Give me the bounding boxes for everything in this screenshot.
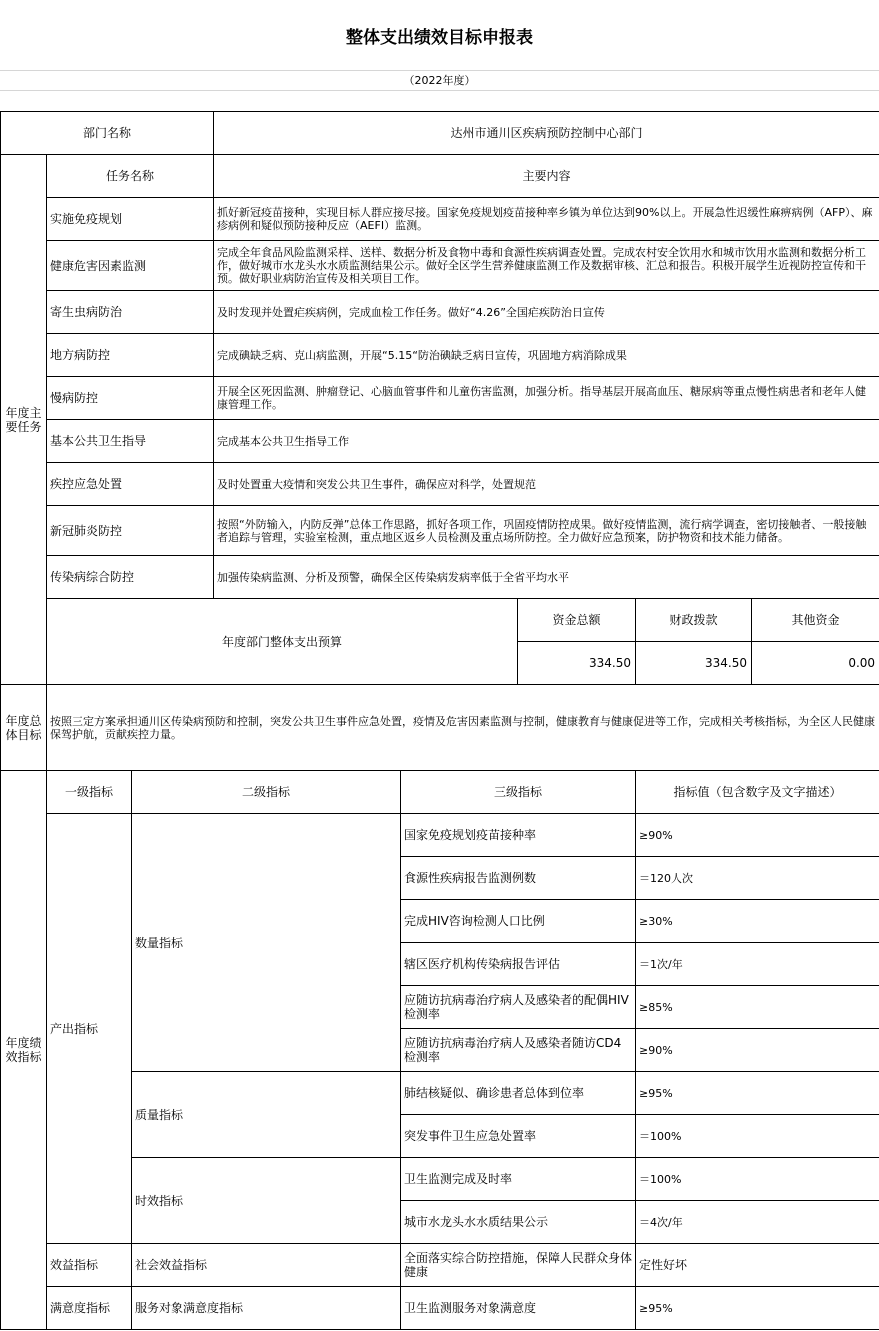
level3-value: ≥30% (636, 900, 879, 943)
task-name: 慢病防控 (47, 377, 214, 420)
task-name-header: 任务名称 (47, 155, 214, 198)
level3-name: 卫生监测服务对象满意度 (401, 1287, 636, 1330)
task-content: 完成碘缺乏病、克山病监测，开展“5.15“防治碘缺乏病日宣传，巩固地方病消除成果 (214, 334, 879, 377)
level3-name: 肺结核疑似、确诊患者总体到位率 (401, 1072, 636, 1115)
indicator-header: 三级指标 (401, 771, 636, 814)
task-name: 新冠肺炎防控 (47, 506, 214, 556)
budget-other: 0.00 (752, 642, 879, 685)
dept-row (1, 112, 879, 155)
task-row (1, 556, 879, 599)
level3-value: ＝4次/年 (636, 1201, 879, 1244)
level2-timeliness: 时效指标 (132, 1158, 401, 1244)
report-year: （2022年度） (0, 70, 879, 91)
level3-value: ≥95% (636, 1072, 879, 1115)
level3-name: 应随访抗病毒治疗病人及感染者的配偶HIV检测率 (401, 986, 636, 1029)
task-name: 地方病防控 (47, 334, 214, 377)
task-row (1, 377, 879, 420)
task-content-header: 主要内容 (214, 155, 879, 198)
task-content: 按照“外防输入，内防反弹”总体工作思路，抓好各项工作，巩固疫情防控成果。做好疫情监测，流行病学调查，密切接触者、一般接触者追踪与管理，实验室检测，重点地区返乡人员检测及重点场所防控。全力做好应急预案，防护物资和技术能力储备。 (214, 506, 879, 556)
goal-text: 按照三定方案承担通川区传染病预防和控制，突发公共卫生事件应急处置，疫情及危害因素监测与控制，健康教育与健康促进等工作，完成相关考核指标，为全区人民健康保驾护航，贡献疾控力量。 (47, 685, 879, 771)
budget-fiscal: 334.50 (636, 642, 752, 685)
level2-social-benefit: 社会效益指标 (132, 1244, 401, 1287)
indicator-header: 一级指标 (47, 771, 132, 814)
spacer-row (0, 91, 879, 112)
level3-value: ＝100% (636, 1115, 879, 1158)
page-title: 整体支出绩效目标申报表 (0, 0, 879, 71)
level2-quantity: 数量指标 (132, 814, 401, 1072)
task-content: 完成基本公共卫生指导工作 (214, 420, 879, 463)
dept-value: 达州市通川区疾病预防控制中心部门 (214, 112, 879, 155)
goal-row (1, 685, 879, 771)
level3-name: 突发事件卫生应急处置率 (401, 1115, 636, 1158)
task-row (1, 241, 879, 291)
indicator-header: 指标值（包含数字及文字描述） (636, 771, 879, 814)
performance-target-table (0, 111, 879, 1330)
level3-value: ＝120人次 (636, 857, 879, 900)
task-name: 传染病综合防控 (47, 556, 214, 599)
goal-label: 年度总体目标 (1, 685, 47, 771)
task-row (1, 291, 879, 334)
task-content: 及时处置重大疫情和突发公共卫生事件，确保应对科学，处置规范 (214, 463, 879, 506)
task-content: 及时发现并处置疟疾病例，完成血检工作任务。做好“4.26”全国疟疾防治日宣传 (214, 291, 879, 334)
dept-label: 部门名称 (1, 112, 214, 155)
level3-value: ≥90% (636, 1029, 879, 1072)
level3-value: 定性好坏 (636, 1244, 879, 1287)
budget-header-row (1, 599, 879, 642)
level3-value: ＝100% (636, 1158, 879, 1201)
task-row (1, 463, 879, 506)
indicator-row (1, 814, 879, 857)
level3-name: 食源性疾病报告监测例数 (401, 857, 636, 900)
indicators-section-label: 年度绩效指标 (1, 771, 47, 1330)
budget-total: 334.50 (518, 642, 636, 685)
task-content: 开展全区死因监测、肿瘤登记、心脑血管事件和儿童伤害监测，加强分析。指导基层开展高血压、糖尿病等重点慢性病患者和老年人健康管理工作。 (214, 377, 879, 420)
level1-satisfaction: 满意度指标 (47, 1287, 132, 1330)
level3-value: ≥95% (636, 1287, 879, 1330)
indicator-header-row (1, 771, 879, 814)
task-content: 加强传染病监测、分析及预警，确保全区传染病发病率低于全省平均水平 (214, 556, 879, 599)
level3-name: 辖区医疗机构传染病报告评估 (401, 943, 636, 986)
level3-name: 卫生监测完成及时率 (401, 1158, 636, 1201)
level3-name: 全面落实综合防控措施，保障人民群众身体健康 (401, 1244, 636, 1287)
indicator-row (1, 1244, 879, 1287)
level3-name: 城市水龙头水水质结果公示 (401, 1201, 636, 1244)
level3-value: ＝1次/年 (636, 943, 879, 986)
task-name: 寄生虫病防治 (47, 291, 214, 334)
task-row (1, 506, 879, 556)
level3-name: 完成HIV咨询检测人口比例 (401, 900, 636, 943)
level1-benefit: 效益指标 (47, 1244, 132, 1287)
task-row (1, 334, 879, 377)
level3-name: 国家免疫规划疫苗接种率 (401, 814, 636, 857)
level2-service-satisfaction: 服务对象满意度指标 (132, 1287, 401, 1330)
indicator-row (1, 1287, 879, 1330)
level2-quality: 质量指标 (132, 1072, 401, 1158)
budget-header: 资金总额 (518, 599, 636, 642)
task-content: 抓好新冠疫苗接种，实现目标人群应接尽接。国家免疫规划疫苗接种率乡镇为单位达到90%以上。开展急性迟缓性麻痹病例（AFP）、麻疹病例和疑似预防接种反应（AEFI）监测。 (214, 198, 879, 241)
level1-output: 产出指标 (47, 814, 132, 1244)
task-row (1, 198, 879, 241)
task-row (1, 420, 879, 463)
task-name: 基本公共卫生指导 (47, 420, 214, 463)
task-name: 健康危害因素监测 (47, 241, 214, 291)
budget-header: 财政拨款 (636, 599, 752, 642)
level3-value: ≥90% (636, 814, 879, 857)
level3-value: ≥85% (636, 986, 879, 1029)
task-name: 实施免疫规划 (47, 198, 214, 241)
task-name: 疾控应急处置 (47, 463, 214, 506)
indicator-row (1, 1158, 879, 1201)
indicator-row (1, 1072, 879, 1115)
budget-label: 年度部门整体支出预算 (47, 599, 518, 685)
indicator-header: 二级指标 (132, 771, 401, 814)
level3-name: 应随访抗病毒治疗病人及感染者随访CD4检测率 (401, 1029, 636, 1072)
task-content: 完成全年食品风险监测采样、送样、数据分析及食物中毒和食源性疾病调查处置。完成农村安全饮用水和城市饮用水监测和数据分析工作，做好城市水龙头水水质监测结果公示。做好全区学生营养健康监测工作及数据审核、汇总和报告。积极开展学生近视防控宣传和干预。做好职业病防治宣传及相关项目工作。 (214, 241, 879, 291)
tasks-section-label: 年度主要任务 (1, 155, 47, 685)
task-header-row (1, 155, 879, 198)
budget-header: 其他资金 (752, 599, 879, 642)
